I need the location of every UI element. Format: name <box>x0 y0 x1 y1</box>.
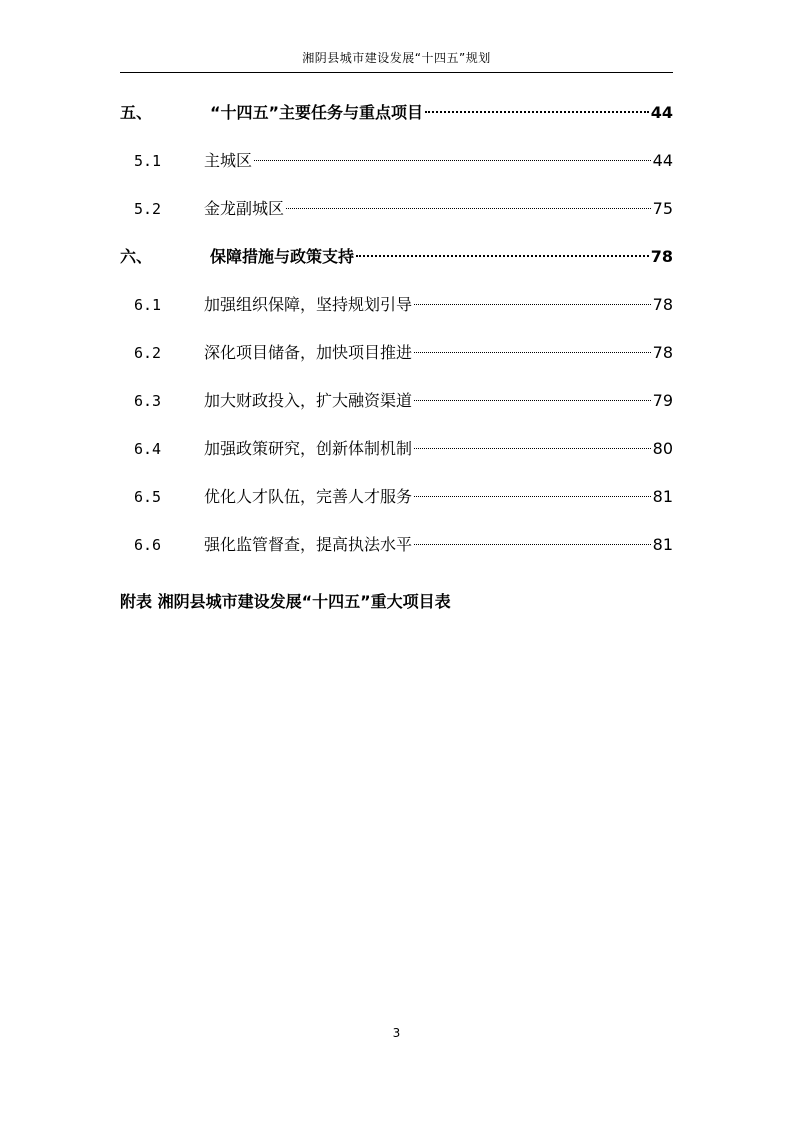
toc-entry-6-1[interactable] <box>120 293 673 341</box>
toc-entry-page: 79 <box>652 391 673 410</box>
toc-entry-title: 金龙副城区 <box>204 199 285 218</box>
toc-entry-number: 六、 <box>120 247 153 266</box>
toc-entry-page: 78 <box>652 295 673 314</box>
toc-appendix-entry[interactable]: 附表 湘阴县城市建设发展“十四五”重大项目表 <box>120 592 451 611</box>
toc-entry-page: 44 <box>652 151 673 170</box>
dot-leader <box>356 255 649 257</box>
dot-leader <box>414 400 651 401</box>
toc-entry-6-2[interactable] <box>120 341 673 389</box>
table-of-contents <box>120 101 673 581</box>
running-header: 湘阴县城市建设发展“十四五”规划 <box>302 51 491 65</box>
toc-entry-title: 保障措施与政策支持 <box>210 247 355 266</box>
toc-entry-page: 78 <box>650 247 673 266</box>
toc-entry-title: 强化监管督查，提高执法水平 <box>204 535 413 554</box>
dot-leader <box>414 496 651 497</box>
toc-entry-number: 6.2 <box>134 344 162 362</box>
toc-entry-number: 6.5 <box>134 488 162 506</box>
toc-entry-6-3[interactable] <box>120 389 673 437</box>
toc-entry-chapter-6[interactable] <box>120 245 673 293</box>
toc-entry-number: 6.4 <box>134 440 162 458</box>
toc-entry-title: 深化项目储备，加快项目推进 <box>204 343 413 362</box>
toc-entry-number: 6.3 <box>134 392 162 410</box>
dot-leader <box>414 304 651 305</box>
toc-entry-title: 主城区 <box>204 151 253 170</box>
toc-entry-page: 75 <box>652 199 673 218</box>
dot-leader <box>254 160 651 161</box>
toc-entry-6-4[interactable] <box>120 437 673 485</box>
toc-entry-title: 优化人才队伍，完善人才服务 <box>204 487 413 506</box>
dot-leader <box>414 352 651 353</box>
toc-entry-page: 81 <box>652 535 673 554</box>
toc-entry-5-2[interactable] <box>120 197 673 245</box>
dot-leader <box>414 448 651 449</box>
toc-entry-title: 加强政策研究，创新体制机制 <box>204 439 413 458</box>
toc-entry-page: 80 <box>652 439 673 458</box>
toc-entry-number: 5.1 <box>134 152 162 170</box>
toc-entry-6-5[interactable] <box>120 485 673 533</box>
toc-entry-page: 44 <box>650 103 673 122</box>
toc-entry-5-1[interactable] <box>120 149 673 197</box>
dot-leader <box>286 208 651 209</box>
toc-entry-chapter-5[interactable] <box>120 101 673 149</box>
toc-entry-page: 78 <box>652 343 673 362</box>
page-number: 3 <box>392 1026 401 1040</box>
dot-leader <box>425 111 649 113</box>
toc-entry-number: 五、 <box>120 103 153 122</box>
toc-entry-number: 5.2 <box>134 200 162 218</box>
toc-entry-title: 加强组织保障，坚持规划引导 <box>204 295 413 314</box>
toc-entry-6-6[interactable] <box>120 533 673 581</box>
toc-entry-number: 6.1 <box>134 296 162 314</box>
toc-entry-title: 加大财政投入，扩大融资渠道 <box>204 391 413 410</box>
toc-entry-title: “十四五”主要任务与重点项目 <box>210 103 424 122</box>
header-rule <box>120 72 673 73</box>
dot-leader <box>414 544 651 545</box>
toc-entry-page: 81 <box>652 487 673 506</box>
toc-entry-number: 6.6 <box>134 536 162 554</box>
